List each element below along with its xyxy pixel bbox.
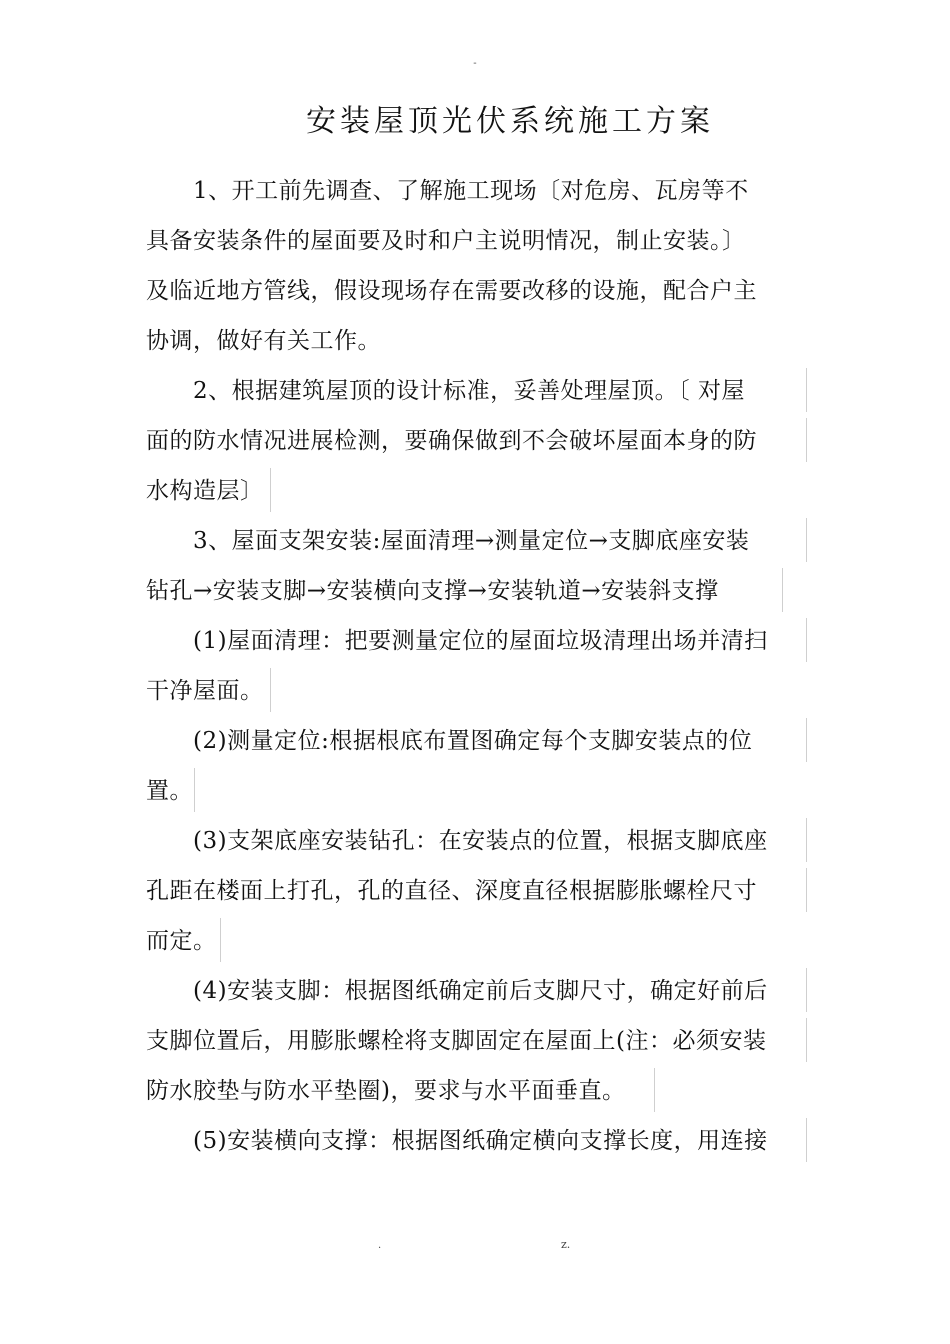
line-end-mark [806, 518, 807, 562]
item-4-line-3 [146, 1066, 808, 1116]
line-end-mark [654, 1068, 655, 1112]
line-end-mark [806, 418, 807, 462]
item-1-line-2-text: 干净屋面。 [146, 678, 264, 704]
item-2-line-1 [146, 716, 808, 766]
item-2-line-2 [146, 766, 808, 816]
paragraph-3-line-2 [146, 566, 808, 616]
item-4-line-3-text: 防水胶垫与防水平垫圈)，要求与水平面垂直。 [146, 1078, 626, 1104]
line-end-mark [782, 568, 783, 612]
paragraph-1-line-3: 及临近地方管线，假设现场存在需要改移的设施，配合户主 [146, 278, 757, 304]
line-end-mark [806, 818, 807, 862]
line-end-mark [194, 768, 195, 812]
item-3-line-2 [146, 866, 808, 916]
paragraph-3-line-1 [146, 516, 808, 566]
line-end-mark [220, 918, 221, 962]
paragraph-2-line-2 [146, 416, 808, 466]
line-end-mark [270, 468, 271, 512]
paragraph-2-line-2-text: 面的防水情况进展检测，要确保做到不会破坏屋面本身的防 [146, 428, 757, 454]
line-end-mark [806, 1118, 807, 1162]
item-5-line-1 [146, 1116, 808, 1166]
line-end-mark [806, 868, 807, 912]
paragraph-3-line-2-text: 钻孔→安装支脚→安装横向支撑→安装轨道→安装斜支撑 [146, 578, 719, 604]
paragraph-2-line-1-text: 2、根据建筑屋顶的设计标准，妥善处理屋顶。〔 对屋 [146, 378, 745, 404]
document-body [146, 166, 808, 1166]
item-2-line-1-text: (2)测量定位:根据根底布置图确定每个支脚安装点的位 [146, 728, 753, 754]
item-5-line-1-text: (5)安装横向支撑：根据图纸确定横向支撑长度，用连接 [146, 1128, 768, 1154]
footer-left-mark: . [378, 1240, 382, 1251]
item-3-line-3 [146, 916, 808, 966]
item-4-line-2 [146, 1016, 808, 1066]
item-1-line-1-text: (1)屋面清理：把要测量定位的屋面垃圾清理出场并清扫 [146, 628, 768, 654]
line-end-mark [270, 668, 271, 712]
item-2-line-2-text: 置。 [146, 778, 193, 804]
item-1-line-2 [146, 666, 808, 716]
paragraph-3-line-1-text: 3、屋面支架安装:屋面清理→测量定位→支脚底座安装 [146, 528, 750, 554]
paragraph-1-line-1: 1、开工前先调查、了解施工现场〔对危房、瓦房等不 [146, 178, 749, 204]
line-end-mark [806, 968, 807, 1012]
footer-page-mark: z. [561, 1238, 571, 1251]
item-4-line-1-text: (4)安装支脚：根据图纸确定前后支脚尺寸，确定好前后 [146, 978, 768, 1004]
item-1-line-1 [146, 616, 808, 666]
paragraph-1-line-2: 具备安装条件的屋面要及时和户主说明情况，制止安装。〕 [146, 228, 746, 254]
item-4-line-1 [146, 966, 808, 1016]
item-3-line-2-text: 孔距在楼面上打孔，孔的直径、深度直径根据膨胀螺栓尺寸 [146, 878, 757, 904]
document-title: 安装屋顶光伏系统施工方案 [306, 104, 714, 139]
item-3-line-1-text: (3)支架底座安装钻孔：在安装点的位置，根据支脚底座 [146, 828, 768, 854]
paragraph-2-line-1 [146, 366, 808, 416]
item-3-line-3-text: 而定。 [146, 928, 217, 954]
paragraph-2-line-3-text: 水构造层〕 [146, 478, 264, 504]
header-mark: - [473, 58, 477, 69]
line-end-mark [806, 368, 807, 412]
line-end-mark [806, 718, 807, 762]
line-end-mark [806, 618, 807, 662]
paragraph-2-line-3 [146, 466, 808, 516]
item-4-line-2-text: 支脚位置后，用膨胀螺栓将支脚固定在屋面上(注：必须安装 [146, 1028, 767, 1054]
line-end-mark [806, 1018, 807, 1062]
paragraph-1-line-4: 协调，做好有关工作。 [146, 328, 381, 354]
item-3-line-1 [146, 816, 808, 866]
